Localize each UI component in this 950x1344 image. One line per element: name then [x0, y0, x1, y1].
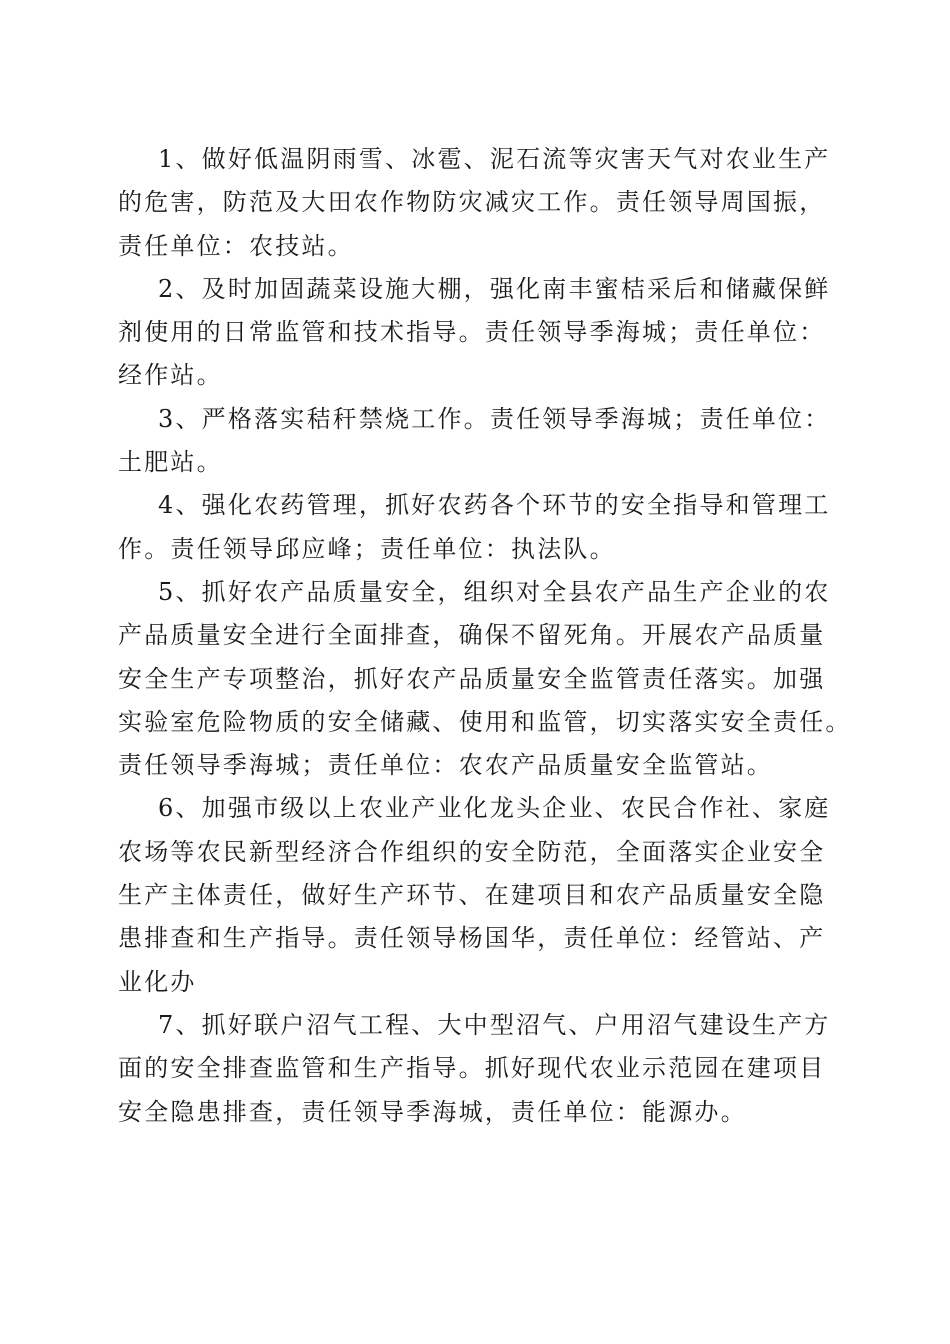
text-line: 面的安全排查监管和生产指导。抓好现代农业示范园在建项目 — [118, 1054, 826, 1083]
document-body — [118, 138, 852, 1134]
text-line: 剂使用的日常监管和技术指导。责任领导季海城；责任单位： — [118, 318, 826, 347]
text-line: 的危害，防范及大田农作物防灾减灾工作。责任领导周国振， — [118, 188, 826, 217]
paragraph-5 — [118, 571, 852, 787]
text-line: 产品质量安全进行全面排查，确保不留死角。开展农产品质量 — [118, 621, 826, 650]
paragraph-3 — [118, 398, 830, 485]
paragraph-2 — [118, 268, 830, 398]
text-line: 农场等农民新型经济合作组织的安全防范，全面落实企业安全 — [118, 837, 826, 866]
text-line: 生产主体责任，做好生产环节、在建项目和农产品质量安全隐 — [118, 881, 826, 910]
text-line: 7、抓好联户沼气工程、大中型沼气、户用沼气建设生产方 — [158, 1010, 831, 1039]
text-line: 2、及时加固蔬菜设施大棚，强化南丰蜜桔采后和储藏保鲜 — [158, 274, 831, 303]
text-line: 4、强化农药管理，抓好农药各个环节的安全指导和管理工 — [158, 491, 831, 520]
text-line: 6、加强市级以上农业产业化龙头企业、农民合作社、家庭 — [158, 794, 831, 823]
text-line: 经作站。 — [118, 361, 223, 390]
text-line: 患排查和生产指导。责任领导杨国华，责任单位：经管站、产 — [118, 924, 826, 953]
text-line: 3、严格落实秸秆禁烧工作。责任领导季海城；责任单位： — [158, 404, 831, 433]
text-line: 责任领导季海城；责任单位：农农产品质量安全监管站。 — [118, 751, 773, 780]
text-line: 安全隐患排查，责任领导季海城，责任单位：能源办。 — [118, 1097, 747, 1126]
paragraph-7 — [118, 1004, 830, 1134]
text-line: 作。责任领导邱应峰；责任单位：执法队。 — [118, 534, 616, 563]
text-line: 业化办 — [118, 967, 197, 996]
paragraph-6 — [118, 787, 830, 1003]
paragraph-4 — [118, 484, 830, 571]
text-line: 责任单位：农技站。 — [118, 231, 354, 260]
text-line: 实验室危险物质的安全储藏、使用和监管，切实落实安全责任。 — [118, 707, 852, 736]
paragraph-1 — [118, 138, 830, 268]
text-line: 5、抓好农产品质量安全，组织对全县农产品生产企业的农 — [158, 577, 831, 606]
text-line: 安全生产专项整治，抓好农产品质量安全监管责任落实。加强 — [118, 664, 826, 693]
text-line: 土肥站。 — [118, 448, 223, 477]
text-line: 1、做好低温阴雨雪、冰雹、泥石流等灾害天气对农业生产 — [158, 145, 831, 173]
